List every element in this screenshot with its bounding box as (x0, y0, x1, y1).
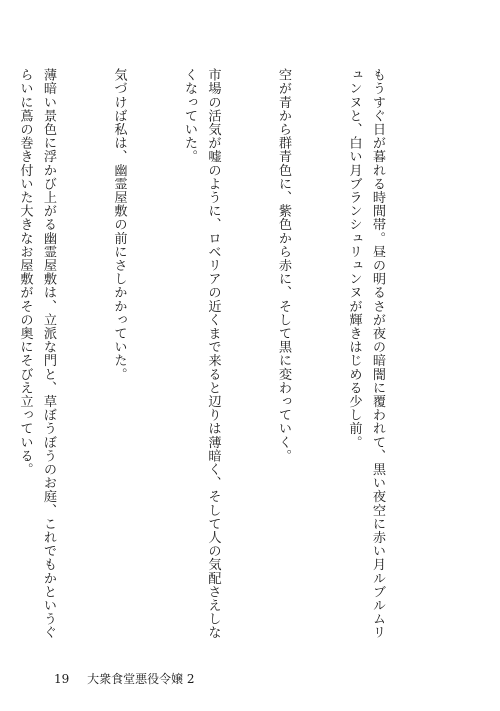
page-number: 19 (54, 672, 70, 686)
paragraph: もうすぐ日が暮れる時間帯。昼の明るさが夜の暗闇に覆われて、黒い夜空に赤い月ルブルムリュンヌと、白い月ブランシュリュンヌが輝きはじめる少し前。 (346, 68, 385, 640)
body-text (17, 68, 436, 648)
paragraph: 薄暗い景色に浮かび上がる幽霊屋敷は、立派な門と、草ぼうぼうのお庭、これでもかというぐらいに蔦の巻き付いた大きなお屋敷がその奥にそびえ立っている。 (17, 68, 56, 640)
paragraph: 気づけば私は、幽霊屋敷の前にさしかかっていた。 (111, 68, 127, 381)
paragraph: 空が青から群青色に、紫色から赤に、そして黒に変わっていく。 (276, 68, 291, 463)
paragraph: 市場の活気が嘘のように、ロベリアの近くまで来ると辺りは薄暗く、そして人の気配さえしなくなっていた。 (182, 68, 221, 640)
page-footer (54, 672, 195, 686)
running-title: 大衆食堂悪役令嬢 2 (87, 672, 195, 686)
